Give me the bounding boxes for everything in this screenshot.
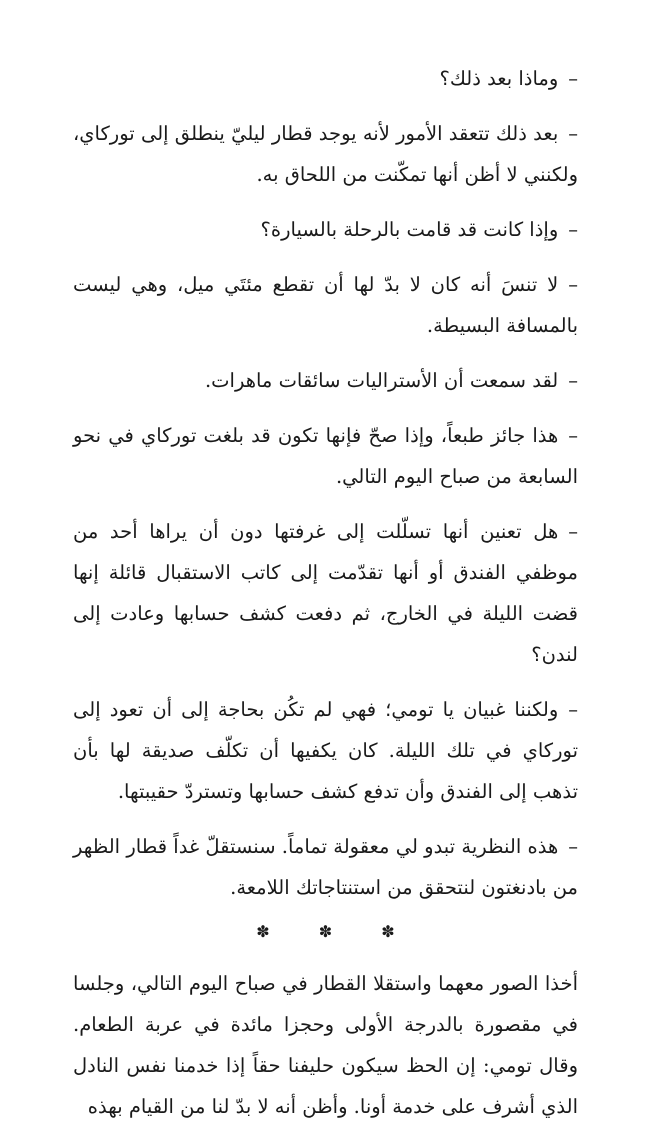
dialogue-text: هذا جائز طبعاً، وإذا صحّ فإنها تكون قد بلغت توركاي في نحو السابعة من صباح اليوم التالي. <box>73 424 578 488</box>
dialogue-text: لا تنسَ أنه كان لا بدّ لها أن تقطع مئتَي ميل، وهي ليست بالمسافة البسيطة. <box>73 273 578 337</box>
dialogue-line <box>73 264 578 346</box>
dialogue-line <box>73 826 578 908</box>
section-separator: ✽ ✽ ✽ <box>256 922 417 941</box>
dialogue-dash: – <box>568 122 578 145</box>
dialogue-text: ولكننا غبيان يا تومي؛ فهي لم تكُن بحاجة إلى أن تعود إلى توركاي في تلك الليلة. كان يكفيها أن تكلّف صديقة لها بأن تذهب إلى الفندق وأن تدفع كشف حسابها وتستردّ حقيبتها. <box>73 698 578 803</box>
narration-paragraph: أخذا الصور معهما واستقلا القطار في صباح اليوم التالي، وجلسا في مقصورة بالدرجة الأولى وحجزا مائدة في عربة الطعام. وقال تومي: إن الحظ سيكون حليفنا حقاً إذا خدمنا نفس النادل الذي أشرف على خدمة أونا. وأظن أنه لا بدّ لنا من القيام بهذه <box>73 972 578 1118</box>
dialogue-dash: – <box>568 369 578 392</box>
dialogue-text: هذه النظرية تبدو لي معقولة تماماً. سنستقلّ غداً قطار الظهر من بادنغتون لنتحقق من استنتاجاتك اللامعة. <box>73 835 578 899</box>
dialogue-dash: – <box>568 67 578 90</box>
dialogue-dash: – <box>568 424 578 447</box>
dialogue-text: وماذا بعد ذلك؟ <box>439 67 559 90</box>
dialogue-line <box>73 113 578 195</box>
dialogue-text: وإذا كانت قد قامت بالرحلة بالسيارة؟ <box>260 218 559 241</box>
dialogue-text: لقد سمعت أن الأستراليات سائقات ماهرات. <box>204 369 559 392</box>
dialogue-dash: – <box>568 273 578 296</box>
dialogue-line <box>73 58 578 99</box>
dialogue-line <box>73 689 578 812</box>
dialogue-dash: – <box>568 835 578 858</box>
dialogue-dash: – <box>568 218 578 241</box>
dialogue-line <box>73 360 578 401</box>
dialogue-text: هل تعنين أنها تسلّلت إلى غرفتها دون أن يراها أحد من موظفي الفندق أو أنها تقدّمت إلى كاتب الاستقبال قائلة إنها قضت الليلة في الخارج، ثم دفعت كشف حسابها وعادت إلى لندن؟ <box>73 520 578 666</box>
dialogue-text: بعد ذلك تتعقد الأمور لأنه يوجد قطار ليليّ ينطلق إلى توركاي، ولكنني لا أظن أنها تمكّنت من اللحاق به. <box>73 122 578 186</box>
dialogue-line <box>73 511 578 675</box>
dialogue-line <box>73 209 578 250</box>
dialogue-dash: – <box>568 520 578 543</box>
dialogue-line <box>73 415 578 497</box>
dialogue-dash: – <box>568 698 578 721</box>
